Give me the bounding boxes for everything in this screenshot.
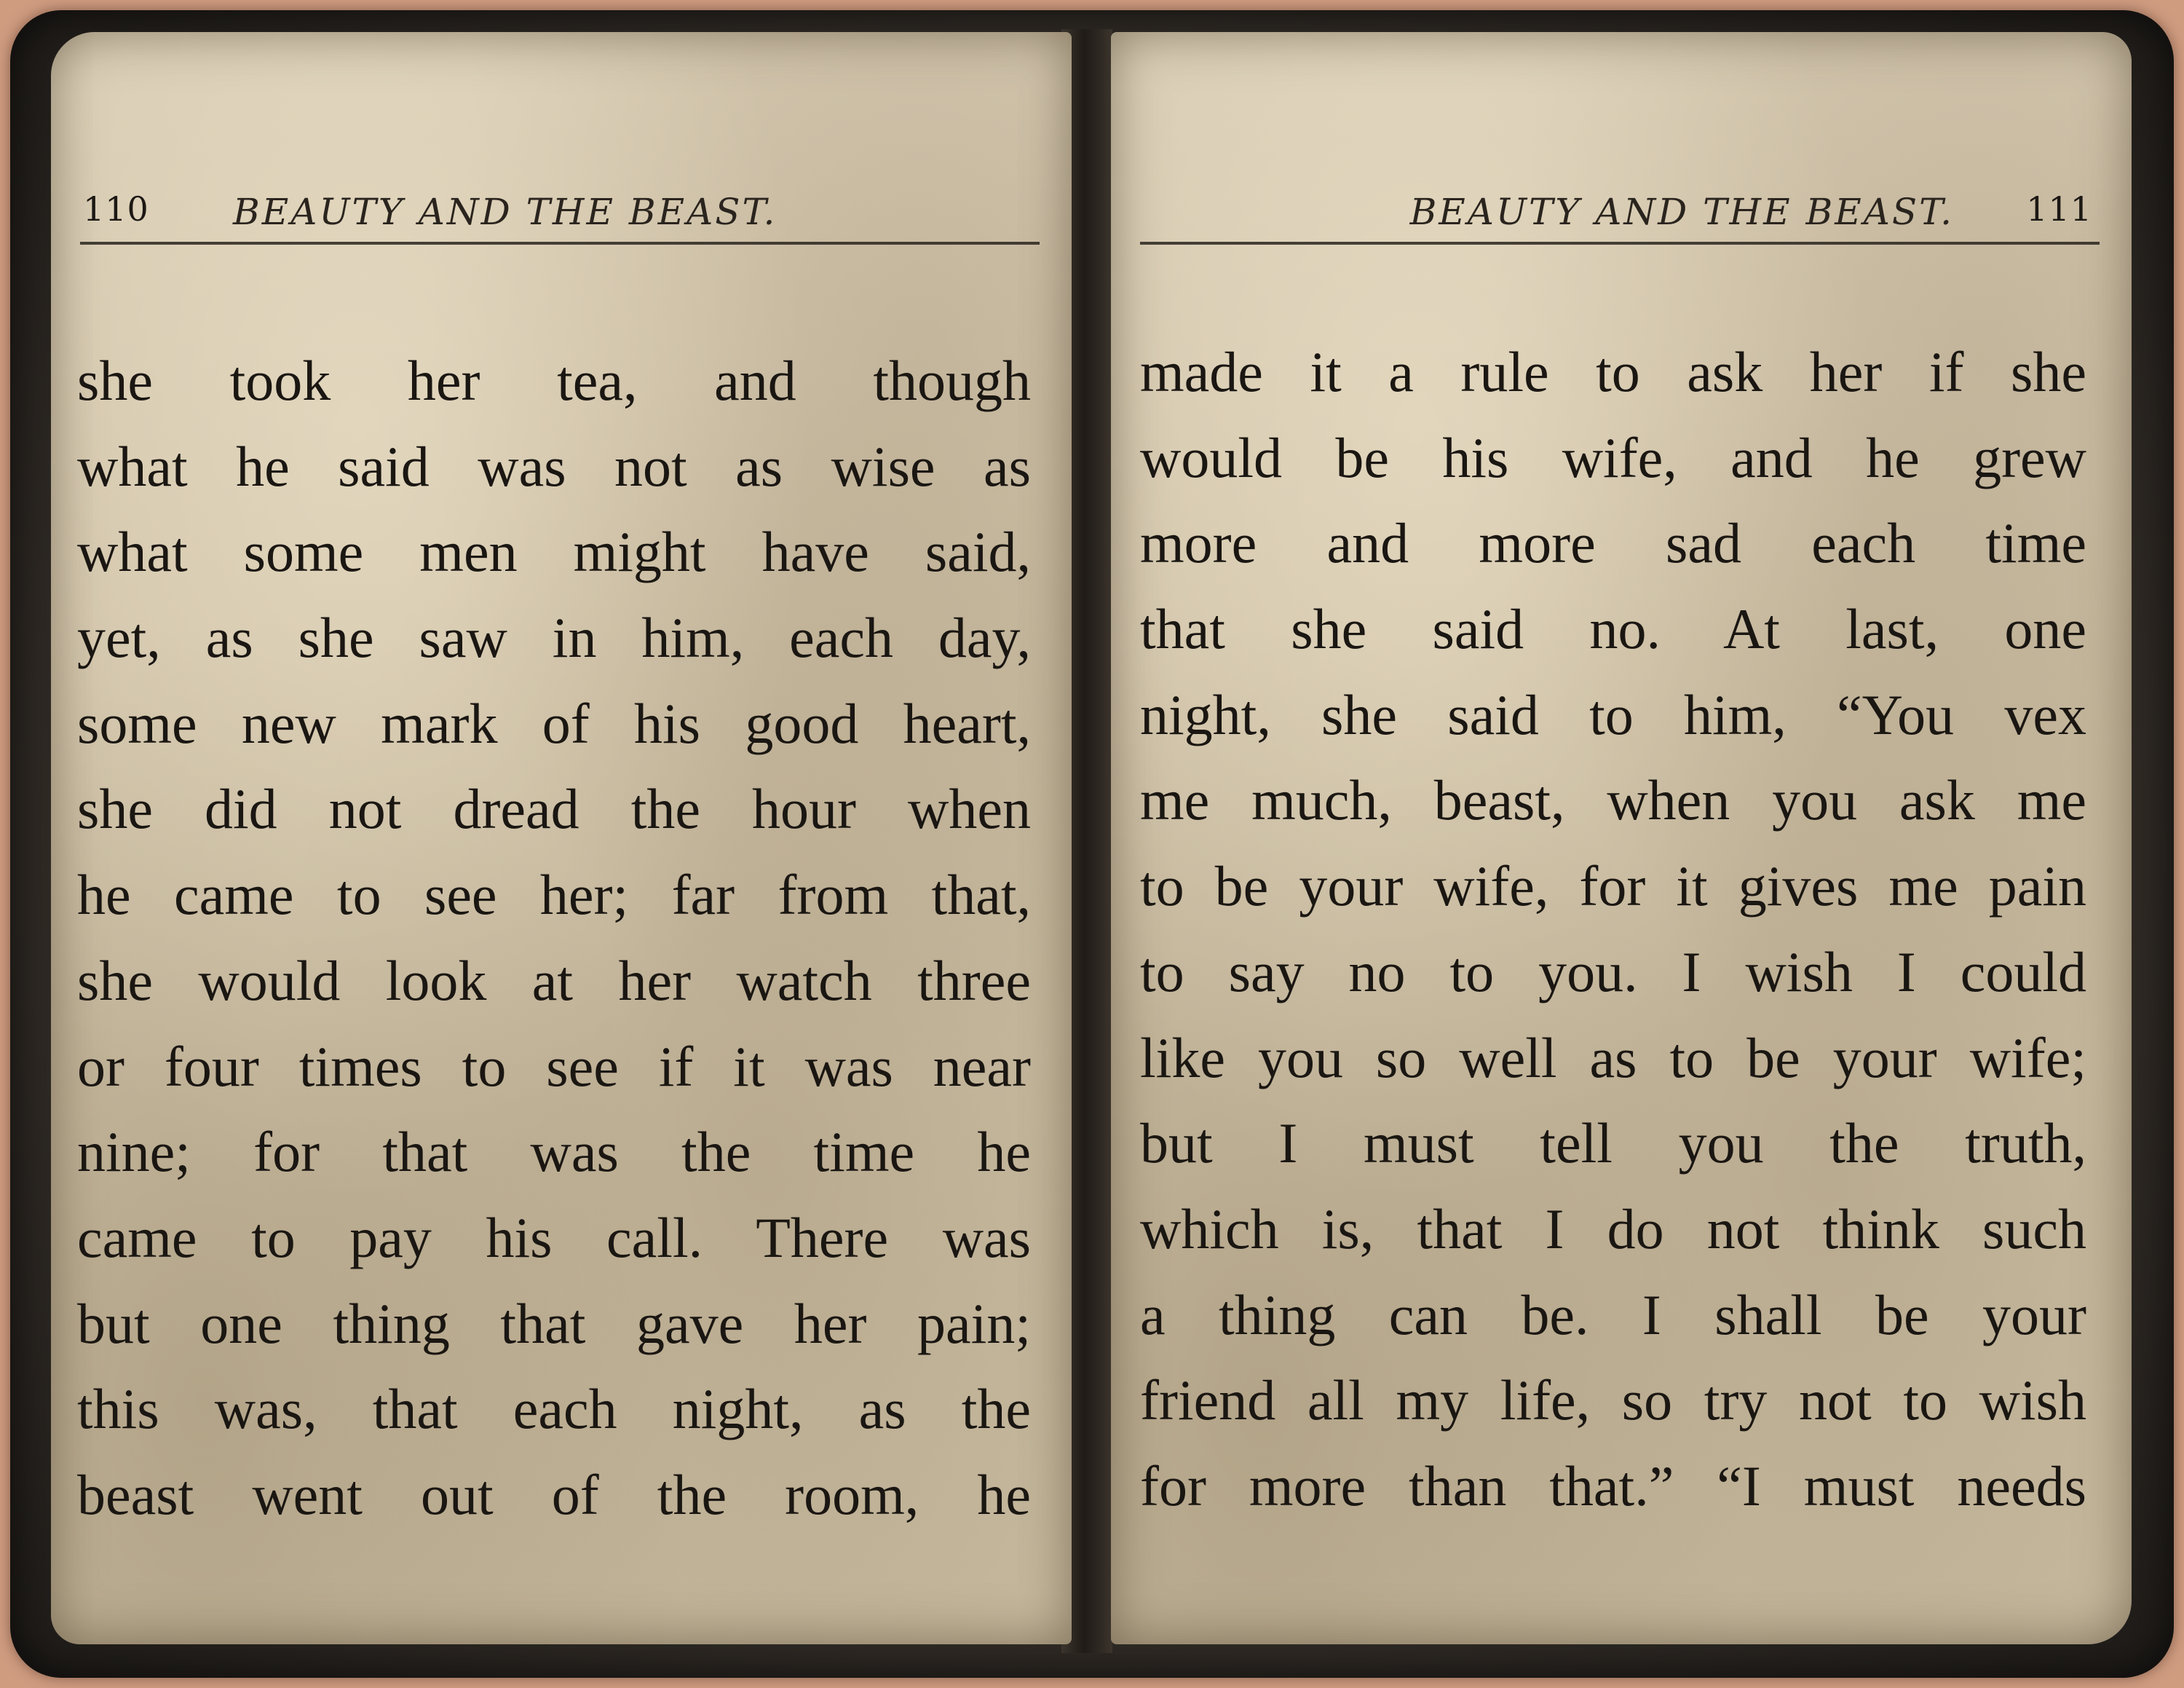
right-running-title: BEAUTY AND THE BEAST. bbox=[1409, 191, 1954, 233]
text-line: he came to see her; far from that, bbox=[77, 863, 1031, 927]
text-line: yet, as she saw in him, each day, bbox=[77, 606, 1031, 670]
text-line: what some men might have said, bbox=[77, 520, 1031, 584]
text-line: to be your wife, for it gives me pain bbox=[1140, 854, 2086, 918]
text-line: me much, beast, when you ask me bbox=[1140, 768, 2086, 832]
text-line: friend all my life, so try not to wish bbox=[1140, 1368, 2086, 1432]
text-line: a thing can be. I shall be your bbox=[1140, 1282, 2086, 1346]
left-running-title: BEAUTY AND THE BEAST. bbox=[233, 191, 778, 233]
right-head-rule bbox=[1140, 242, 2100, 245]
text-line: nine; for that was the time he bbox=[77, 1120, 1031, 1184]
text-line: but one thing that gave her pain; bbox=[77, 1291, 1031, 1355]
text-line: that she said no. At last, one bbox=[1140, 597, 2086, 661]
right-page-number: 111 bbox=[2026, 189, 2092, 229]
left-text-block bbox=[77, 338, 1031, 1538]
left-running-head bbox=[80, 184, 1040, 234]
text-line: or four times to see if it was near bbox=[77, 1034, 1031, 1098]
text-line: more and more sad each time bbox=[1140, 511, 2086, 575]
text-line: she would look at her watch three bbox=[77, 948, 1031, 1012]
text-line: beast went out of the room, he bbox=[77, 1462, 1031, 1526]
text-line: like you so well as to be your wife; bbox=[1140, 1025, 2086, 1089]
left-page-number: 110 bbox=[83, 189, 149, 229]
left-page bbox=[51, 32, 1072, 1644]
text-line: night, she said to him, “You vex bbox=[1140, 682, 2086, 746]
text-line: some new mark of his good heart, bbox=[77, 691, 1031, 755]
text-line: but I must tell you the truth, bbox=[1140, 1111, 2086, 1175]
text-line: made it a rule to ask her if she bbox=[1140, 340, 2086, 403]
right-running-head bbox=[1140, 184, 2100, 234]
right-text-block bbox=[1140, 329, 2086, 1529]
text-line: came to pay his call. There was bbox=[77, 1205, 1031, 1269]
text-line: this was, that each night, as the bbox=[77, 1377, 1031, 1441]
text-line: would be his wife, and he grew bbox=[1140, 425, 2086, 489]
right-page bbox=[1111, 32, 2132, 1644]
text-line: what he said was not as wise as bbox=[77, 434, 1031, 498]
text-line: for more than that.” “I must needs bbox=[1140, 1454, 2086, 1518]
text-line: which is, that I do not think such bbox=[1140, 1196, 2086, 1261]
text-line: to say no to you. I wish I could bbox=[1140, 939, 2086, 1003]
text-line: she took her tea, and though bbox=[77, 349, 1031, 412]
text-line: she did not dread the hour when bbox=[77, 777, 1031, 841]
left-head-rule bbox=[80, 242, 1040, 245]
